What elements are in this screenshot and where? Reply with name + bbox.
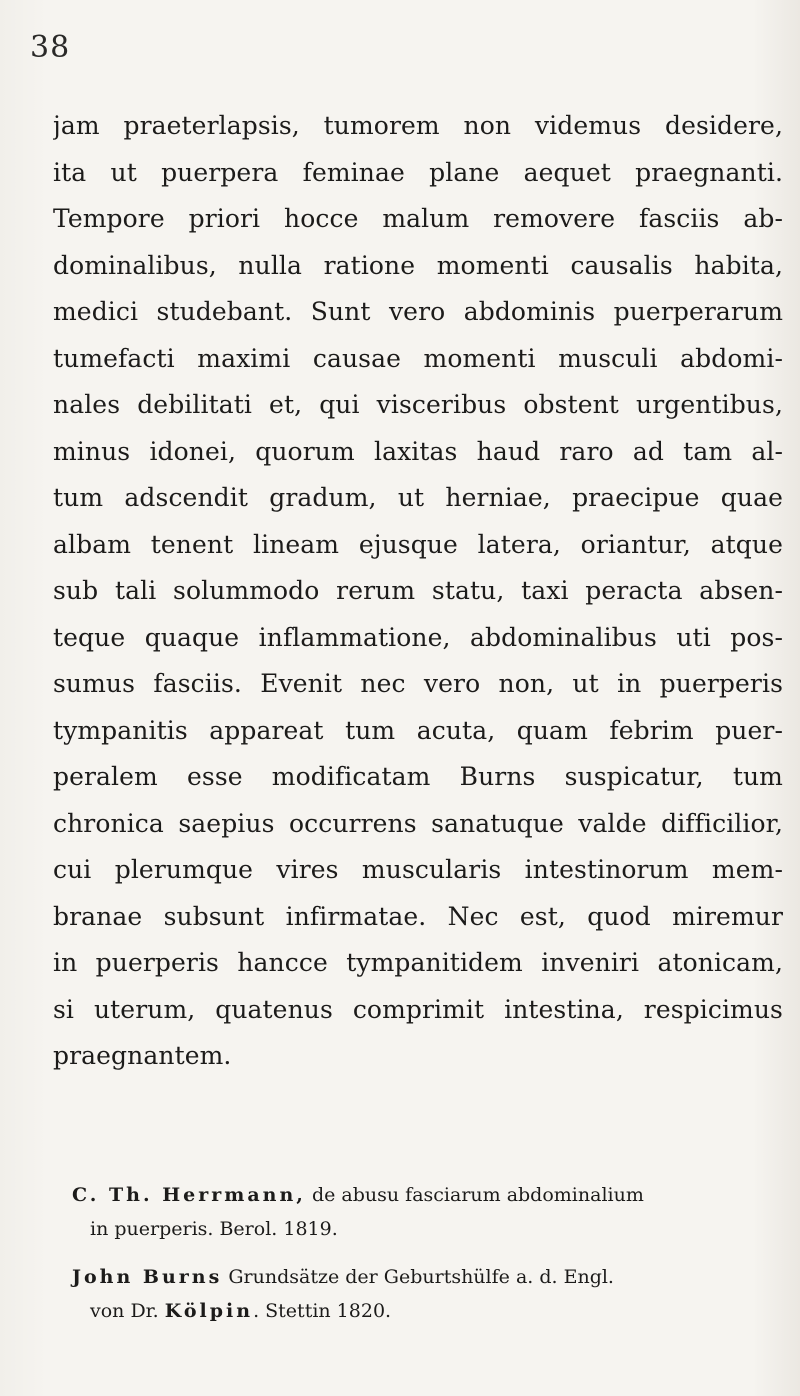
text-line: cui plerumque vires muscularis intestinorum mem-	[53, 855, 783, 884]
text-line: jam praeterlapsis, tumorem non videmus desidere,	[53, 111, 783, 140]
text-line: peralem esse modificatam Burns suspicatur, tum	[53, 762, 783, 791]
reference-line	[72, 1260, 782, 1294]
reference-burns	[72, 1260, 782, 1328]
text-line: medici studebant. Sunt vero abdominis puerperarum	[53, 297, 783, 326]
reference-title: Grundsätze der Geburtshülfe a. d. Engl.	[222, 1266, 614, 1288]
reference-line-continued	[72, 1294, 782, 1328]
reference-suffix: . Stettin 1820.	[253, 1300, 392, 1322]
text-line: tumefacti maximi causae momenti musculi abdomi-	[53, 343, 783, 373]
text-line-last: praegnantem.	[53, 1041, 232, 1070]
text-line: Tempore priori hocce malum removere fasciis ab-	[53, 204, 783, 233]
reference-translator: Kölpin	[164, 1300, 254, 1322]
text-line: in puerperis hancce tympanitidem inveniri atonicam,	[53, 948, 783, 977]
text-line: sumus fasciis. Evenit nec vero non, ut in puerperis	[53, 669, 783, 698]
reference-prefix: von Dr.	[90, 1300, 165, 1322]
page-number: 38	[30, 30, 71, 65]
text-line: ita ut puerpera feminae plane aequet praegnanti.	[53, 157, 783, 187]
reference-line	[72, 1178, 782, 1212]
text-line: dominalibus, nulla ratione momenti causalis habita,	[53, 250, 783, 280]
text-line: nales debilitati et, qui visceribus obstent urgentibus,	[53, 390, 783, 419]
text-line: chronica saepius occurrens sanatuque valde difficilior,	[53, 808, 783, 838]
text-line: si uterum, quatenus comprimit intestina, respicimus	[53, 994, 783, 1024]
reference-line-continued: in puerperis. Berol. 1819.	[90, 1218, 338, 1240]
reference-author: John Burns	[72, 1266, 223, 1288]
reference-title: de abusu fasciarum abdominalium	[305, 1184, 644, 1206]
text-line: tympanitis appareat tum acuta, quam febrim puer-	[53, 715, 783, 745]
text-line: tum adscendit gradum, ut herniae, praecipue quae	[53, 483, 783, 512]
text-line: branae subsunt infirmatae. Nec est, quod miremur	[53, 901, 783, 931]
text-line: teque quaque inflammatione, abdominalibus uti pos-	[53, 622, 783, 652]
body-paragraph	[53, 103, 783, 1080]
reference-author: C. Th. Herrmann,	[72, 1184, 306, 1206]
references	[72, 1178, 782, 1342]
text-line: minus idonei, quorum laxitas haud raro ad tam al-	[53, 436, 783, 466]
text-line: sub tali solummodo rerum statu, taxi peracta absen-	[53, 576, 783, 605]
reference-herrmann	[72, 1178, 782, 1246]
text-line: albam tenent lineam ejusque latera, oriantur, atque	[53, 529, 783, 559]
